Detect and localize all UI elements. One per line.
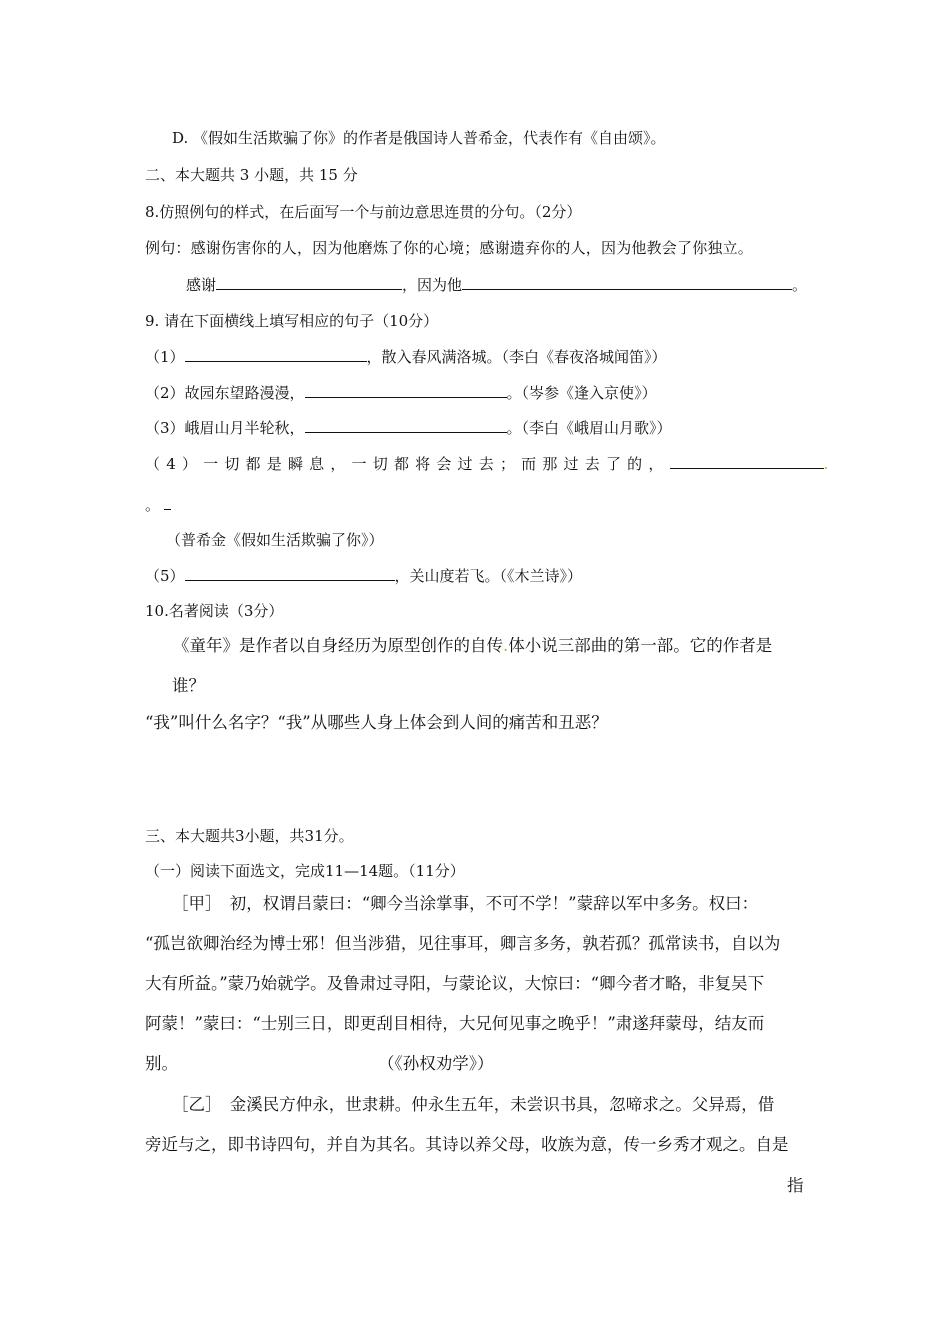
q9-2-end: 》） xyxy=(634,384,657,402)
passage-jia-line-5: 别。 xyxy=(145,1054,178,1073)
option-d: D. 《假如生活欺骗了你》的作者是俄国诗人普希金，代表作有《自由颂》。 xyxy=(172,129,666,147)
q10-paragraph-1-cont: 谁？ xyxy=(172,676,205,695)
passage-jia-source: （《孙权劝学》） xyxy=(378,1054,494,1073)
q8-blank-2[interactable] xyxy=(462,274,792,290)
q9-3-text: （3）峨眉山月半轮秋， xyxy=(145,419,305,437)
q9-item-2 xyxy=(145,382,657,403)
q9-number: 9. xyxy=(145,312,160,330)
q10-p1-a: 《童年》是作者以自身经历为原型创作的自传 xyxy=(173,636,503,655)
sub-section-1-title: （一）阅读下面选文，完成11—14题。（11分） xyxy=(145,862,465,880)
passage-jia-line-4: 阿蒙！”蒙曰：“士别三日，即更刮目相待，大兄何见事之晚乎！”肃遂拜蒙母，结友而 xyxy=(145,1014,765,1033)
q9-item-4 xyxy=(145,453,828,474)
q10-title: 10.名著阅读（3分） xyxy=(145,602,284,620)
q9-2-text: （2）故园东望路漫漫， xyxy=(145,384,305,402)
q8-example: 例句：感谢伤害你的人，因为他磨炼了你的心境；感谢遗弃你的人，因为他教会了你独立。 xyxy=(145,239,754,257)
q9-4-cont: 。 xyxy=(145,496,161,514)
q9-2-tail: 。（岑参《逢入京使 xyxy=(506,384,635,402)
q10-paragraph-2: “我”叫什么名字？“我”从哪些人身上体会到人间的痛苦和丑恶？ xyxy=(145,713,608,732)
q9-text: 请在下面横线上填写相应的句子（10分） xyxy=(164,312,439,330)
q9-2-blank[interactable] xyxy=(305,382,507,398)
q9-5-text: ，关山度若飞。（《木兰诗》） xyxy=(394,567,583,585)
passage-yi-line-1: ［乙］ 金溪民方仲永，世隶耕。仲永生五年，未尝识书具，忽啼求之。父异焉，借 xyxy=(172,1095,775,1114)
q8-title: 8.仿照例句的样式，在后面写一个与前边意思连贯的分句。（2分） xyxy=(145,203,582,221)
section-3-title: 三、本大题共3小题，共31分。 xyxy=(145,827,354,845)
passage-jia-line-3: 大有所益。”蒙乃始就学。及鲁肃过寻阳，与蒙论议，大惊曰：“卿今者才略，非复吴下 xyxy=(145,974,765,993)
q9-item-3 xyxy=(145,417,672,438)
q9-5-label: （5） xyxy=(145,567,185,585)
q8-answer-end: 。 xyxy=(792,276,808,294)
passage-jia-line-2: “孤岂欲卿治经为博士邪！但当涉猎，见往事耳，卿言多务，孰若孤？孤常读书，自以为 xyxy=(145,934,781,953)
q8-answer-prefix: 感谢 xyxy=(186,276,217,294)
q9-item-5 xyxy=(145,565,582,586)
q9-item-4-cont xyxy=(145,494,171,515)
q9-4-underscore xyxy=(164,494,171,510)
q9-1-text: ，散入春风满洛城。（李白《春夜洛城闻笛》） xyxy=(366,348,667,366)
q9-4-text: （4）一切都是瞬息，一切都将会过去；而那过去了的， xyxy=(145,455,670,473)
q8-answer-line xyxy=(186,274,807,295)
q9-1-label: （1） xyxy=(145,348,185,366)
q9-4-blank[interactable] xyxy=(670,453,824,469)
q9-5-blank[interactable] xyxy=(185,565,395,581)
q9-3-blank[interactable] xyxy=(305,417,507,433)
q9-1-blank[interactable] xyxy=(185,346,367,362)
q9-4-mark: . xyxy=(823,455,829,473)
passage-yi-line-3: 指 xyxy=(787,1176,804,1195)
q10-p1-b: 体小说三部曲的第一部。它的作者是 xyxy=(508,636,773,655)
passage-yi-line-2: 旁近与之，即书诗四句，并自为其名。其诗以养父母，收族为意，传一乡秀才观之。自是 xyxy=(145,1135,789,1154)
q10-paragraph-1: 《童年》是作者以自身经历为原型创作的自传.体小说三部曲的第一部。它的作者是 xyxy=(173,636,773,655)
passage-jia-line-1: ［甲］ 初，权谓吕蒙曰：“卿今当涂掌事，不可不学！”蒙辞以军中多务。权曰： xyxy=(172,894,759,913)
q9-3-tail: 。（李白《峨眉山月歌》） xyxy=(506,419,672,437)
section-2-title: 二、本大题共 3 小题，共 15 分 xyxy=(145,166,358,184)
q8-blank-1[interactable] xyxy=(216,274,402,290)
q8-answer-middle: ，因为他 xyxy=(402,276,463,294)
q9-4-source: （普希金《假如生活欺骗了你》） xyxy=(166,531,384,549)
q9-item-1 xyxy=(145,346,667,367)
q9-title xyxy=(145,311,438,331)
